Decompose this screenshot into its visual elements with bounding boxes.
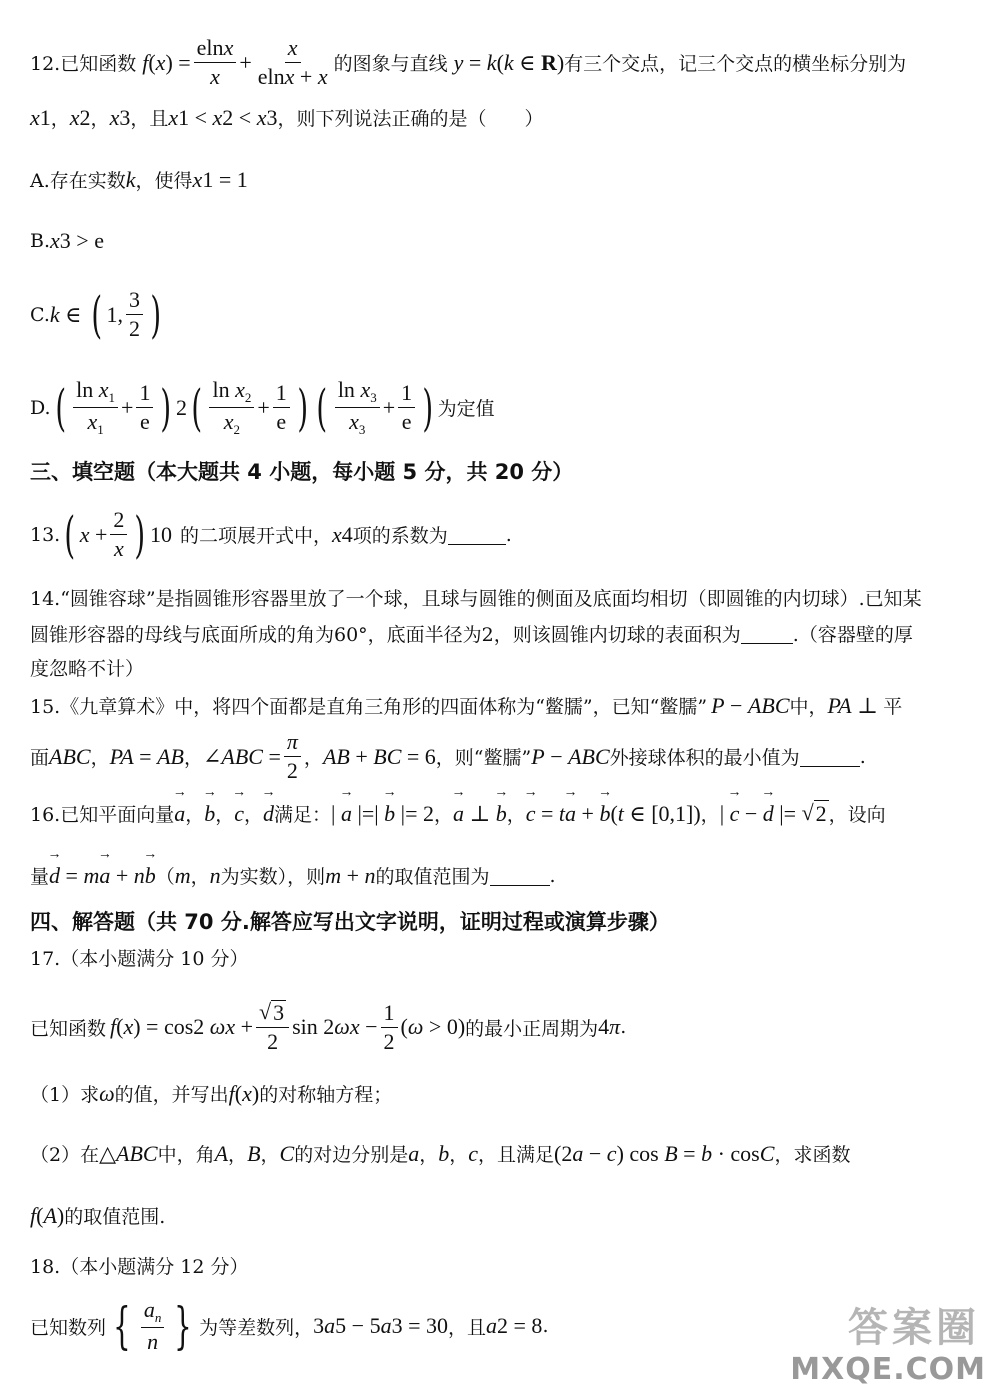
q17-part1: （1）求 ω 的值，并写出 f ( x ) 的对称轴方程； xyxy=(30,1080,393,1106)
section4-title: 四、解答题（共 70 分.解答应写出文字说明，证明过程或演算步骤） xyxy=(30,910,670,934)
q12-mid: 的图象与直线 xyxy=(333,53,448,76)
q17-stem: 已知函数 f ( x ) = cos 2 ωx + √ 3 2 sin 2 ωx − $\frac{1}{2}$ ( ω > 0) 的最小正周期为 4 π . xyxy=(30,999,627,1055)
option-d-tail: 为定值 xyxy=(437,398,495,421)
q13-tail: 项的系数为 xyxy=(352,525,448,548)
q12-tail: 有三个交点，记三个交点的横坐标分别为 xyxy=(564,53,907,76)
watermark-url: MXQE.COM xyxy=(790,1352,986,1387)
option-d-label: D. xyxy=(30,396,51,419)
q12-line2: x 1 ， x 2 ， x 3 ，且 x 1 < x 2 < x 3 ，则下列说法正确的是（ ） xyxy=(30,104,544,130)
q14-line2 xyxy=(30,620,976,647)
q14-line1: 14.“圆锥容球”是指圆锥形容器里放了一个球，且球与圆锥的侧面及底面均相切（即圆锥的内切球）.已知某 xyxy=(30,588,922,610)
q12-option-a: A.存在实数 k ，使得 x 1 = 1 xyxy=(30,166,248,192)
q14-line3: 度忽略不计） xyxy=(30,658,145,680)
q12-line1: 12.已知函数 f ( x ) = $\frac{elnx}{x}$ + $\frac{x}{elnx + x}$ 的图象与直线 y = k ( k ∈ R) 有三个交点，记三个交点的横坐标分别为 xyxy=(30,35,907,90)
q13-answer-blank[interactable] xyxy=(448,543,506,545)
q13-lead: 13. xyxy=(30,523,61,546)
q12-frac1: $\frac{elnx}{x}$ xyxy=(194,36,237,89)
q13-line: 13. ( x + $\frac{2}{x}$ ) 10 的二项展开式中， x 4 项的系数为 . xyxy=(30,505,512,564)
q12-lead: 12.已知函数 xyxy=(30,53,137,76)
q12-option-c: C. k ∈ ( 1, $\frac{3}{2}$ ) xyxy=(30,285,162,344)
q14-line2b: .（容器壁的厚 xyxy=(792,624,913,646)
q12-line2-tail: ，则下列说法正确的是（ ） xyxy=(277,108,544,130)
q16-lead: 16.已知平面向量 xyxy=(30,804,175,826)
watermark-logo: 答案圈 xyxy=(848,1305,980,1351)
q18-stem: 已知数列 { $\frac{a_n}{n}$ } 为等差数列， 3 a 5 − 5 a 3 = 30 ，且 a 2 = 8 . xyxy=(30,1297,549,1356)
option-c-label: C. xyxy=(30,303,50,326)
q17-part2-line2: f ( A ) 的取值范围. xyxy=(30,1202,166,1228)
q16-answer-blank[interactable] xyxy=(490,884,550,886)
q12-option-b: B. x 3 > e xyxy=(30,228,104,253)
q16-line1: 16.已知平面向量 → a ， → b ， → c ， → d 满足： | → a |=| → b |= 2 ， → a ⊥ → b ， → c = t → a + → b ( t ∈ [0,1]) ， | → c − → d |= √ 2 ，设向 xyxy=(30,800,976,827)
q18-head: 18.（本小题满分 12 分） xyxy=(30,1256,249,1278)
q14-line2a: 圆锥形容器的母线与底面所成的角为60°，底面半径为2，则该圆锥内切球的表面积为 xyxy=(30,624,741,646)
q12-frac2: $\frac{x}{elnx + x}$ xyxy=(257,35,328,90)
option-a-mid: ，使得 xyxy=(135,170,193,192)
option-b-label: B. xyxy=(30,230,51,252)
q12-line2-mid: ，且 xyxy=(130,108,169,130)
q15-answer-blank[interactable] xyxy=(800,765,860,767)
q15-line1: 15.《九章算术》中，将四个面都是直角三角形的四面体称为“鳖臑”，已知“鳖臑” P − ABC 中， PA ⊥ 平 xyxy=(30,692,903,718)
section3-title: 三、填空题（本大题共 4 小题，每小题 5 分，共 20 分） xyxy=(30,460,574,484)
q14-answer-blank[interactable] xyxy=(741,642,793,644)
q13-mid: 的二项展开式中， xyxy=(179,525,332,548)
q17-head: 17.（本小题满分 10 分） xyxy=(30,948,249,970)
q16-line2: 量 → d = m → a + n → b （ m ， n 为实数），则 m + n 的取值范围为 . xyxy=(30,862,976,889)
q15-lead: 15.《九章算术》中，将四个面都是直角三角形的四面体称为“鳖臑”，已知“鳖臑” xyxy=(30,696,708,718)
q12-option-d: D. ( $\frac{\ln x_1}{x_1}$ + $\frac{1}{e}$ ) 2 ( $\frac{\ln x_2}{x_2}$ + $\frac{1}{e}$ ) ( $\frac{\ln x_3}{x_3}$ + $\frac{1}{e}$ ) 为定值 xyxy=(30,377,495,438)
q17-part2: （2）在 △ ABC 中，角 A ， B ， C 的对边分别是 a ， b ， c ，且满足 (2 a − c ) cos B = b · cos C ，求函数 xyxy=(30,1140,851,1166)
q15-line2: 面 ABC ， PA = AB ， ∠ ABC = $\frac{\pi}{2}$ ， AB + BC = 6 ，则“鳖臑” P − ABC 外接球体积的最小值为 . xyxy=(30,729,866,784)
option-a-label: A.存在实数 xyxy=(30,170,126,192)
